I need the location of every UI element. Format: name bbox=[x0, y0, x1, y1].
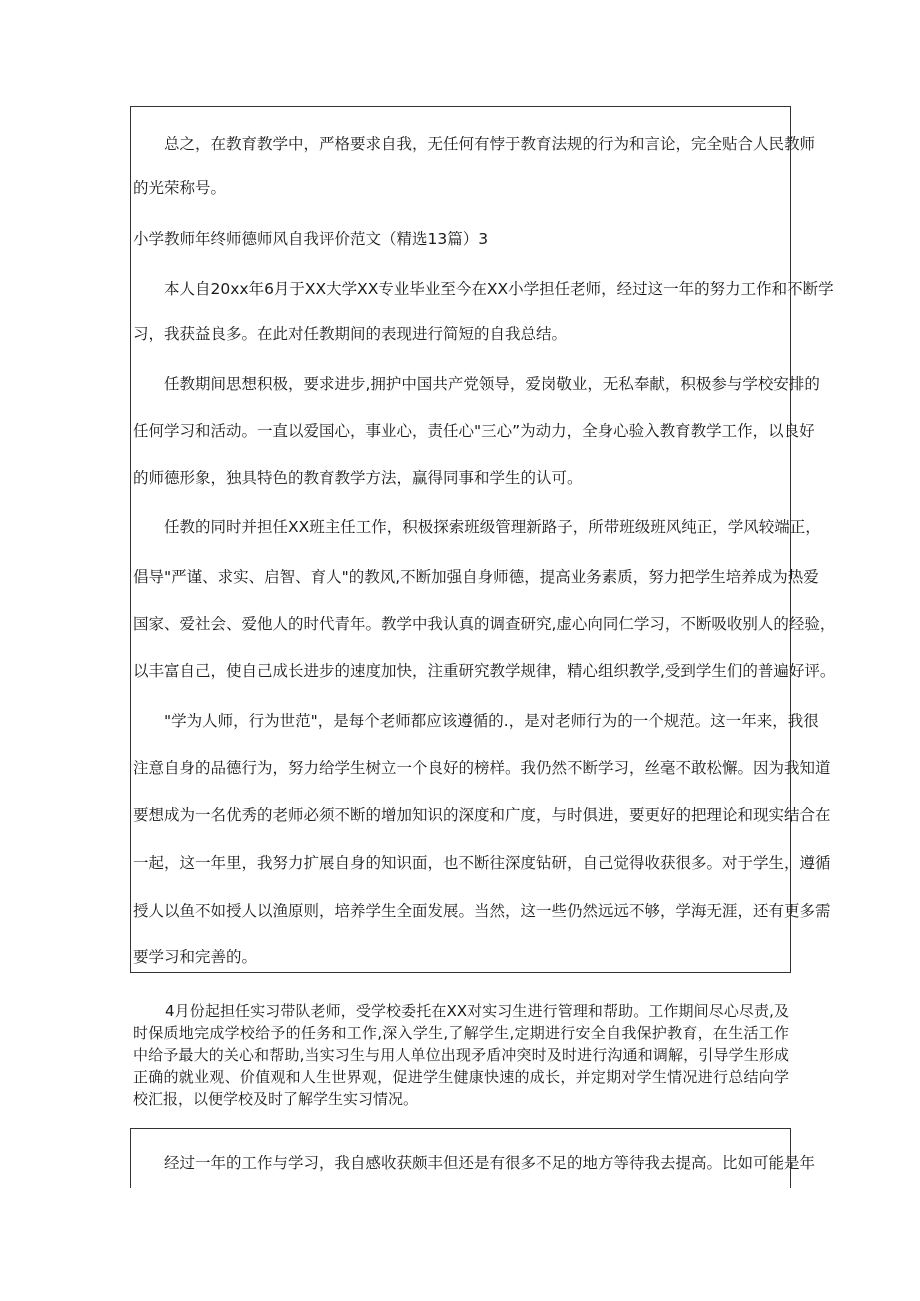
paragraph-line: 任教的同时并担任XX班主任工作，积极探索班级管理新路子，所带班级班风纯正，学风较端正， bbox=[133, 518, 821, 536]
paragraph-line: 以丰富自己，使自己成长进步的速度加快，注重研究教学规律，精心组织教学,受到学生们的普遍好评。 bbox=[133, 662, 836, 680]
paragraph-line: 的光荣称号。 bbox=[133, 179, 227, 197]
paragraph-line: 倡导"严谨、求实、启智、育人"的教风,不断加强自身师德，提高业务素质，努力把学生培养成为热爱 bbox=[133, 568, 819, 586]
paragraph-line: "学为人师，行为世范"，是每个老师都应该遵循的.，是对老师行为的一个规范。这一年来，我很 bbox=[133, 712, 819, 730]
paragraph-line: 习，我获益良多。在此对任教期间的表现进行简短的自我总结。 bbox=[133, 325, 568, 343]
paragraph-line: 注意自身的品德行为，努力给学生树立一个良好的榜样。我仍然不断学习，丝毫不敢松懈。因为我知道 bbox=[133, 759, 831, 777]
section-heading: 小学教师年终师德师风自我评价范文（精选13篇）3 bbox=[133, 230, 489, 248]
paragraph-line: 经过一年的工作与学习，我自感收获颇丰但还是有很多不足的地方等待我去提高。比如可能是年 bbox=[133, 1154, 816, 1172]
paragraph-line: 国家、爱社会、爱他人的时代青年。教学中我认真的调查研究,虚心向同仁学习，不断吸收别人的经验， bbox=[133, 615, 836, 633]
paragraph-line: 要学习和完善的。 bbox=[133, 948, 258, 966]
paragraph-line: 一起，这一年里，我努力扩展自身的知识面，也不断往深度钻研，自己觉得收获很多。对于学生，遵循 bbox=[133, 854, 831, 872]
paragraph-line: 本人自20xx年6月于XX大学XX专业毕业至今在XX小学担任老师，经过这一年的努力工作和不断学 bbox=[133, 280, 834, 298]
paragraph-line: 要想成为一名优秀的老师必须不断的增加知识的深度和广度，与时俱进，要更好的把理论和现实结合在 bbox=[133, 806, 831, 824]
paragraph-line: 任何学习和活动。一直以爱国心，事业心，责任心"三心”为动力，全身心验入教育教学工作，以良好 bbox=[133, 422, 815, 440]
paragraph-line: 授人以鱼不如授人以渔原则，培养学生全面发展。当然，这一些仍然远远不够，学海无涯，还有更多需 bbox=[133, 902, 831, 920]
paragraph-line: 总之，在教育教学中，严格要求自我，无任何有悖于教育法规的行为和言论，完全贴合人民教师 bbox=[133, 135, 816, 153]
paragraph-line: 的师德形象，独具特色的教育教学方法，赢得同事和学生的认可。 bbox=[133, 469, 583, 487]
paragraph: 4月份起担任实习带队老师，受学校委托在XX对实习生进行管理和帮助。工作期间尽心尽责,及时保质地完成学校给予的任务和工作,深入学生,了解学生,定期进行安全自我保护教育，在生活工作中给予最大的关心和帮助,当实习生与用人单位出现矛盾冲突时及时进行沟通和调解，引导学生形成正确的就业观、价值观和人生世界观，促进学生健康快速的成长，并定期对学生情况进行总结向学校汇报，以便学校及时了解学生实习情况。 bbox=[133, 1002, 789, 1108]
paragraph-line: 任教期间思想积极，要求进步,拥护中国共产党领导，爱岗敬业，无私奉献，积极参与学校安排的 bbox=[133, 375, 820, 393]
